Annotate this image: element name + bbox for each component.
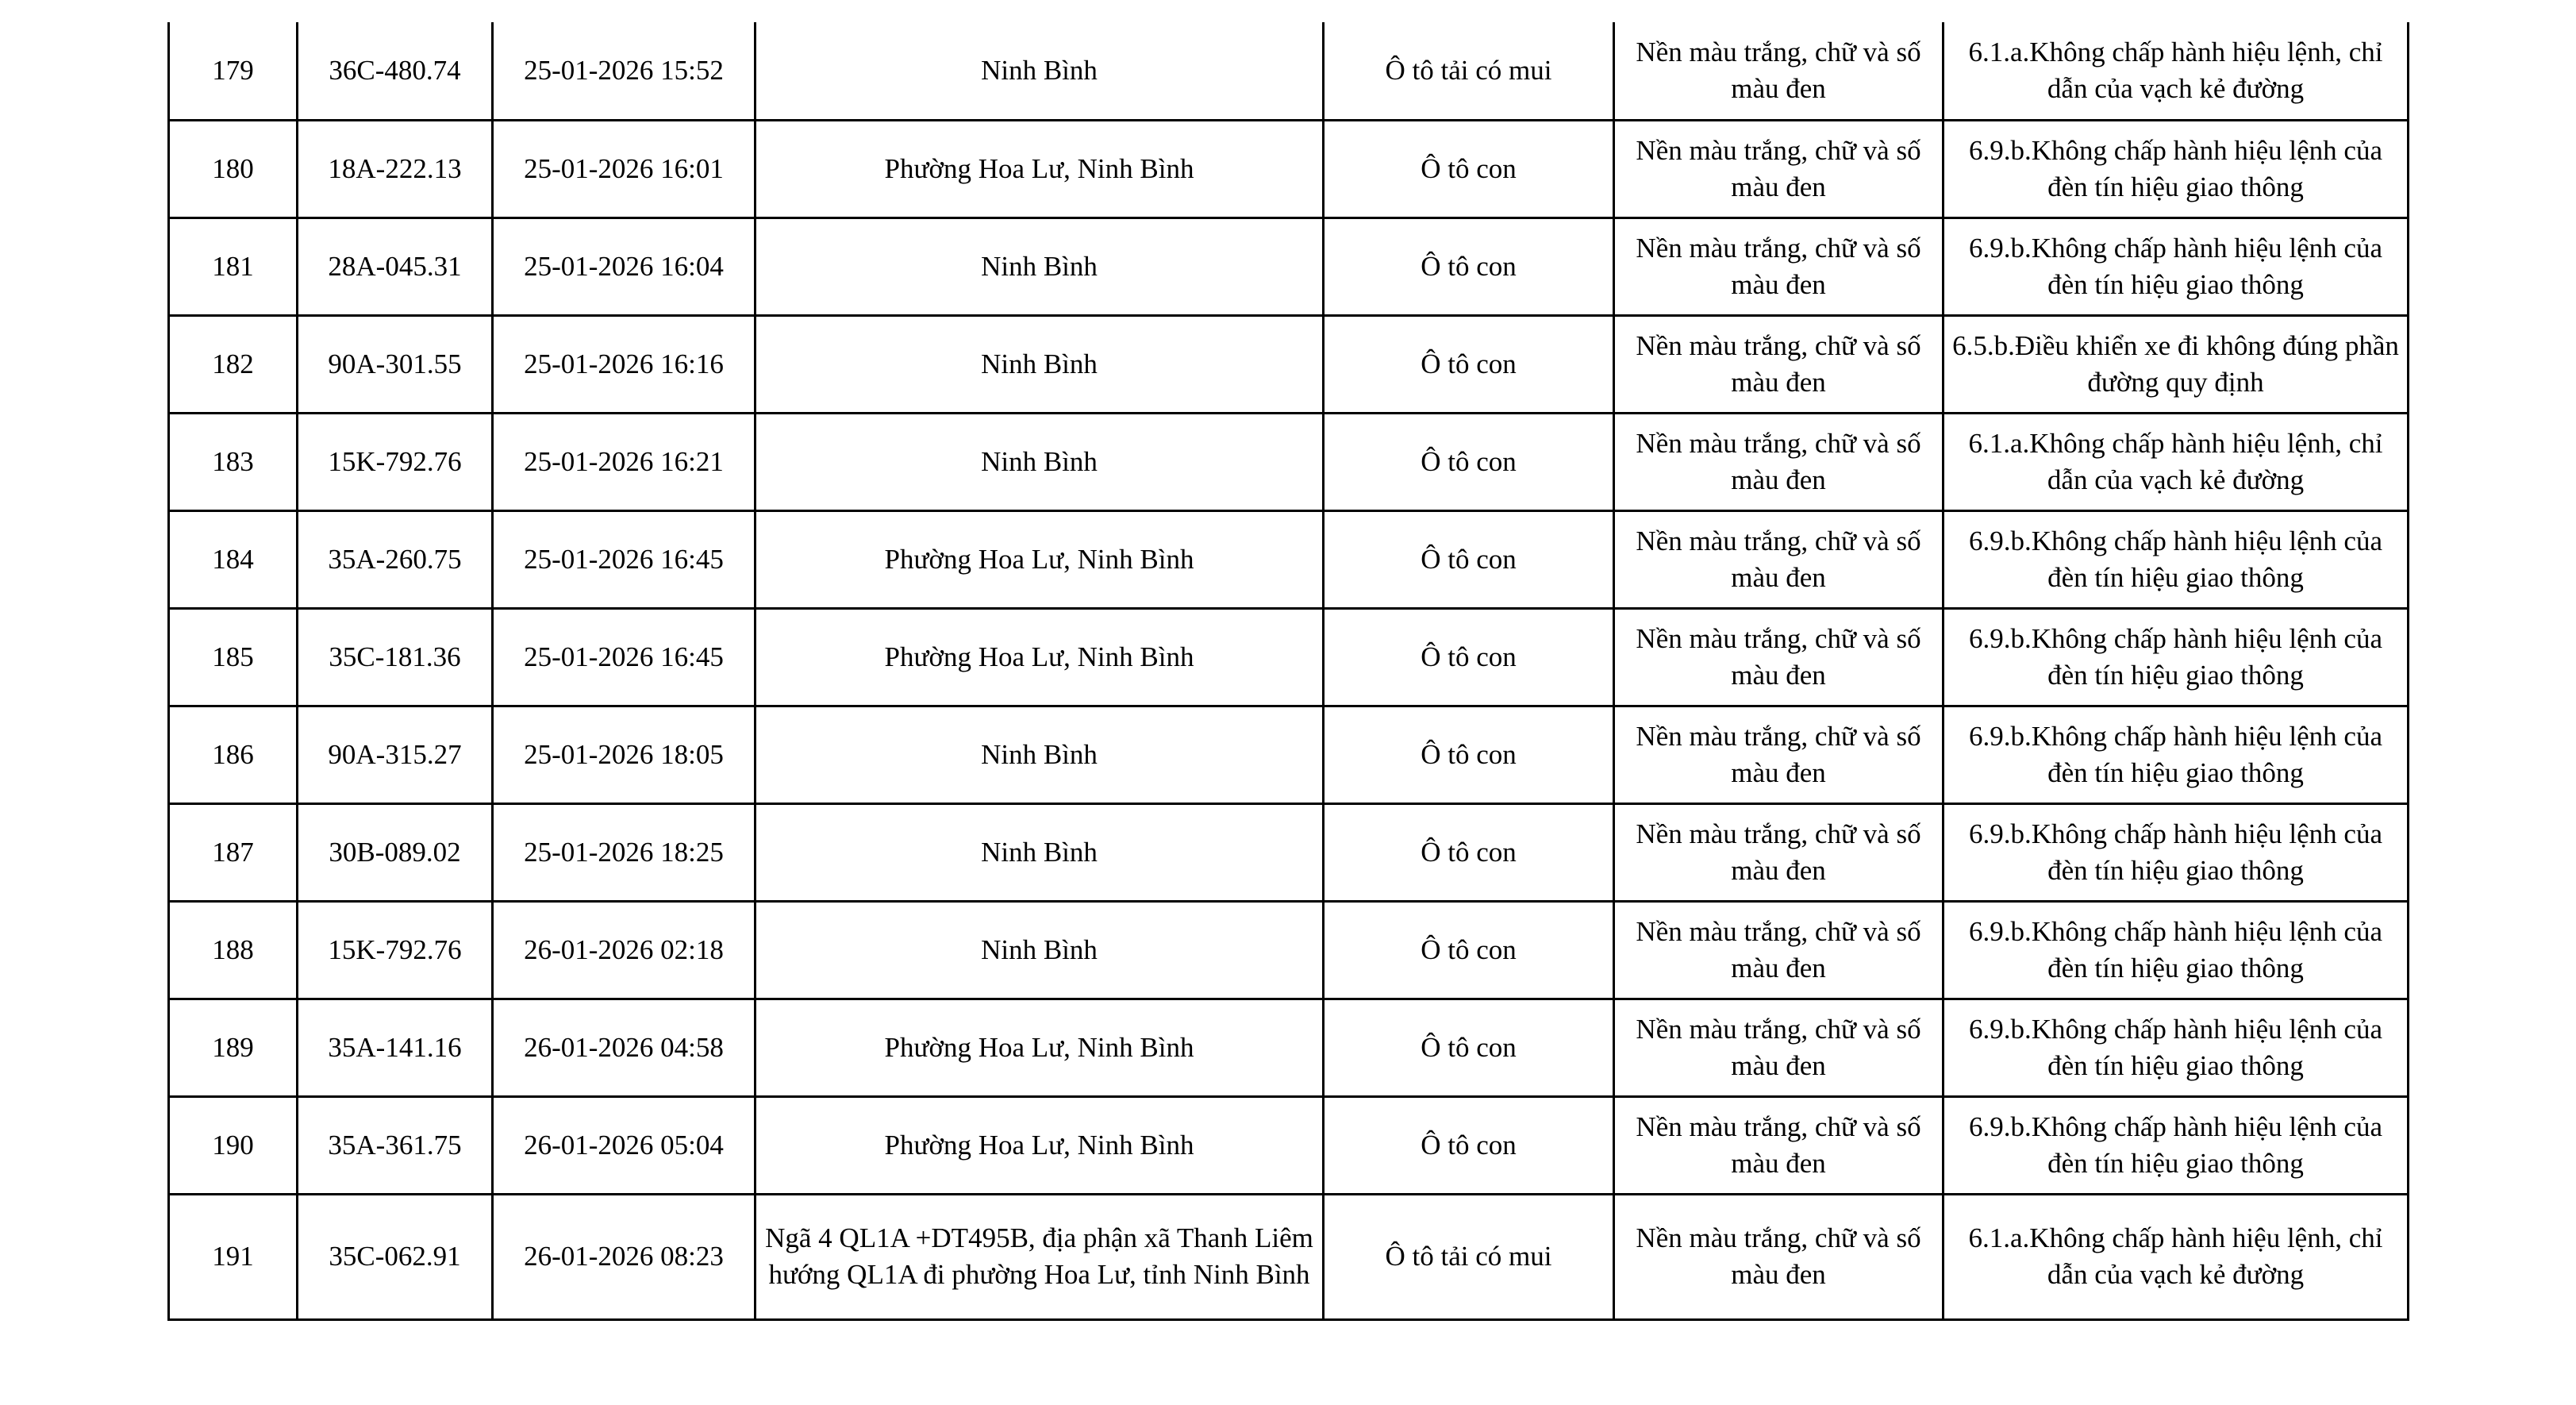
row-number-cell: 181 xyxy=(169,217,298,315)
violation-time-cell: 26-01-2026 04:58 xyxy=(493,999,755,1096)
location-cell: Ninh Bình xyxy=(755,706,1324,803)
violation-time-cell: 25-01-2026 15:52 xyxy=(493,22,755,120)
location-cell: Ngã 4 QL1A +DT495B, địa phận xã Thanh Liêm hướng QL1A đi phường Hoa Lư, tỉnh Ninh Bình xyxy=(755,1194,1324,1319)
table-row xyxy=(169,1096,2409,1194)
vehicle-type-cell: Ô tô con xyxy=(1324,1096,1614,1194)
table-row xyxy=(169,999,2409,1096)
plate-color-cell: Nền màu trắng, chữ và số màu đen xyxy=(1614,608,1944,706)
license-plate-cell: 90A-315.27 xyxy=(298,706,493,803)
plate-color-cell: Nền màu trắng, chữ và số màu đen xyxy=(1614,901,1944,999)
row-number-cell: 179 xyxy=(169,22,298,120)
violation-cell: 6.1.a.Không chấp hành hiệu lệnh, chỉ dẫn của vạch kẻ đường xyxy=(1944,22,2409,120)
license-plate-cell: 35A-361.75 xyxy=(298,1096,493,1194)
vehicle-type-cell: Ô tô tải có mui xyxy=(1324,1194,1614,1319)
table-row xyxy=(169,901,2409,999)
vehicle-type-cell: Ô tô con xyxy=(1324,901,1614,999)
row-number-cell: 184 xyxy=(169,510,298,608)
vehicle-type-cell: Ô tô con xyxy=(1324,315,1614,413)
plate-color-cell: Nền màu trắng, chữ và số màu đen xyxy=(1614,1194,1944,1319)
row-number-cell: 186 xyxy=(169,706,298,803)
plate-color-cell: Nền màu trắng, chữ và số màu đen xyxy=(1614,315,1944,413)
table-row xyxy=(169,1194,2409,1319)
table-row xyxy=(169,608,2409,706)
plate-color-cell: Nền màu trắng, chữ và số màu đen xyxy=(1614,120,1944,217)
table-row xyxy=(169,22,2409,120)
location-cell: Ninh Bình xyxy=(755,803,1324,901)
vehicle-type-cell: Ô tô con xyxy=(1324,120,1614,217)
license-plate-cell: 15K-792.76 xyxy=(298,901,493,999)
table-row xyxy=(169,803,2409,901)
license-plate-cell: 35A-260.75 xyxy=(298,510,493,608)
vehicle-type-cell: Ô tô con xyxy=(1324,608,1614,706)
vehicle-type-cell: Ô tô con xyxy=(1324,510,1614,608)
row-number-cell: 187 xyxy=(169,803,298,901)
vehicle-type-cell: Ô tô con xyxy=(1324,999,1614,1096)
location-cell: Ninh Bình xyxy=(755,315,1324,413)
license-plate-cell: 36C-480.74 xyxy=(298,22,493,120)
table-row xyxy=(169,217,2409,315)
vehicle-type-cell: Ô tô con xyxy=(1324,706,1614,803)
violation-cell: 6.5.b.Điều khiển xe đi không đúng phần đường quy định xyxy=(1944,315,2409,413)
violation-time-cell: 25-01-2026 16:01 xyxy=(493,120,755,217)
table-row xyxy=(169,315,2409,413)
plate-color-cell: Nền màu trắng, chữ và số màu đen xyxy=(1614,999,1944,1096)
license-plate-cell: 30B-089.02 xyxy=(298,803,493,901)
violation-time-cell: 25-01-2026 16:45 xyxy=(493,510,755,608)
row-number-cell: 185 xyxy=(169,608,298,706)
vehicle-type-cell: Ô tô tải có mui xyxy=(1324,22,1614,120)
license-plate-cell: 35A-141.16 xyxy=(298,999,493,1096)
plate-color-cell: Nền màu trắng, chữ và số màu đen xyxy=(1614,413,1944,510)
violation-time-cell: 25-01-2026 18:25 xyxy=(493,803,755,901)
plate-color-cell: Nền màu trắng, chữ và số màu đen xyxy=(1614,803,1944,901)
location-cell: Phường Hoa Lư, Ninh Bình xyxy=(755,120,1324,217)
row-number-cell: 182 xyxy=(169,315,298,413)
violation-time-cell: 25-01-2026 16:16 xyxy=(493,315,755,413)
violation-cell: 6.9.b.Không chấp hành hiệu lệnh của đèn tín hiệu giao thông xyxy=(1944,1096,2409,1194)
plate-color-cell: Nền màu trắng, chữ và số màu đen xyxy=(1614,706,1944,803)
location-cell: Phường Hoa Lư, Ninh Bình xyxy=(755,608,1324,706)
violation-cell: 6.9.b.Không chấp hành hiệu lệnh của đèn tín hiệu giao thông xyxy=(1944,901,2409,999)
vehicle-type-cell: Ô tô con xyxy=(1324,413,1614,510)
license-plate-cell: 35C-062.91 xyxy=(298,1194,493,1319)
vehicle-type-cell: Ô tô con xyxy=(1324,803,1614,901)
row-number-cell: 188 xyxy=(169,901,298,999)
violation-cell: 6.9.b.Không chấp hành hiệu lệnh của đèn tín hiệu giao thông xyxy=(1944,510,2409,608)
table-row xyxy=(169,510,2409,608)
plate-color-cell: Nền màu trắng, chữ và số màu đen xyxy=(1614,22,1944,120)
table-row xyxy=(169,120,2409,217)
violation-cell: 6.9.b.Không chấp hành hiệu lệnh của đèn tín hiệu giao thông xyxy=(1944,120,2409,217)
table-row xyxy=(169,706,2409,803)
location-cell: Phường Hoa Lư, Ninh Bình xyxy=(755,510,1324,608)
violation-cell: 6.9.b.Không chấp hành hiệu lệnh của đèn tín hiệu giao thông xyxy=(1944,803,2409,901)
plate-color-cell: Nền màu trắng, chữ và số màu đen xyxy=(1614,217,1944,315)
violations-table xyxy=(167,22,2409,1321)
row-number-cell: 183 xyxy=(169,413,298,510)
license-plate-cell: 15K-792.76 xyxy=(298,413,493,510)
license-plate-cell: 35C-181.36 xyxy=(298,608,493,706)
violation-time-cell: 25-01-2026 16:04 xyxy=(493,217,755,315)
violation-cell: 6.9.b.Không chấp hành hiệu lệnh của đèn tín hiệu giao thông xyxy=(1944,608,2409,706)
row-number-cell: 190 xyxy=(169,1096,298,1194)
violation-cell: 6.9.b.Không chấp hành hiệu lệnh của đèn tín hiệu giao thông xyxy=(1944,706,2409,803)
plate-color-cell: Nền màu trắng, chữ và số màu đen xyxy=(1614,510,1944,608)
violation-time-cell: 26-01-2026 02:18 xyxy=(493,901,755,999)
violation-time-cell: 25-01-2026 16:21 xyxy=(493,413,755,510)
row-number-cell: 191 xyxy=(169,1194,298,1319)
location-cell: Ninh Bình xyxy=(755,413,1324,510)
violation-cell: 6.9.b.Không chấp hành hiệu lệnh của đèn tín hiệu giao thông xyxy=(1944,999,2409,1096)
violation-cell: 6.1.a.Không chấp hành hiệu lệnh, chỉ dẫn của vạch kẻ đường xyxy=(1944,413,2409,510)
license-plate-cell: 28A-045.31 xyxy=(298,217,493,315)
location-cell: Phường Hoa Lư, Ninh Bình xyxy=(755,999,1324,1096)
license-plate-cell: 90A-301.55 xyxy=(298,315,493,413)
row-number-cell: 189 xyxy=(169,999,298,1096)
table-body xyxy=(169,22,2409,1319)
violation-time-cell: 26-01-2026 05:04 xyxy=(493,1096,755,1194)
violation-time-cell: 25-01-2026 16:45 xyxy=(493,608,755,706)
plate-color-cell: Nền màu trắng, chữ và số màu đen xyxy=(1614,1096,1944,1194)
location-cell: Ninh Bình xyxy=(755,22,1324,120)
table-row xyxy=(169,413,2409,510)
violation-time-cell: 25-01-2026 18:05 xyxy=(493,706,755,803)
row-number-cell: 180 xyxy=(169,120,298,217)
violation-cell: 6.1.a.Không chấp hành hiệu lệnh, chỉ dẫn của vạch kẻ đường xyxy=(1944,1194,2409,1319)
location-cell: Phường Hoa Lư, Ninh Bình xyxy=(755,1096,1324,1194)
license-plate-cell: 18A-222.13 xyxy=(298,120,493,217)
vehicle-type-cell: Ô tô con xyxy=(1324,217,1614,315)
location-cell: Ninh Bình xyxy=(755,217,1324,315)
violation-cell: 6.9.b.Không chấp hành hiệu lệnh của đèn tín hiệu giao thông xyxy=(1944,217,2409,315)
location-cell: Ninh Bình xyxy=(755,901,1324,999)
violation-time-cell: 26-01-2026 08:23 xyxy=(493,1194,755,1319)
